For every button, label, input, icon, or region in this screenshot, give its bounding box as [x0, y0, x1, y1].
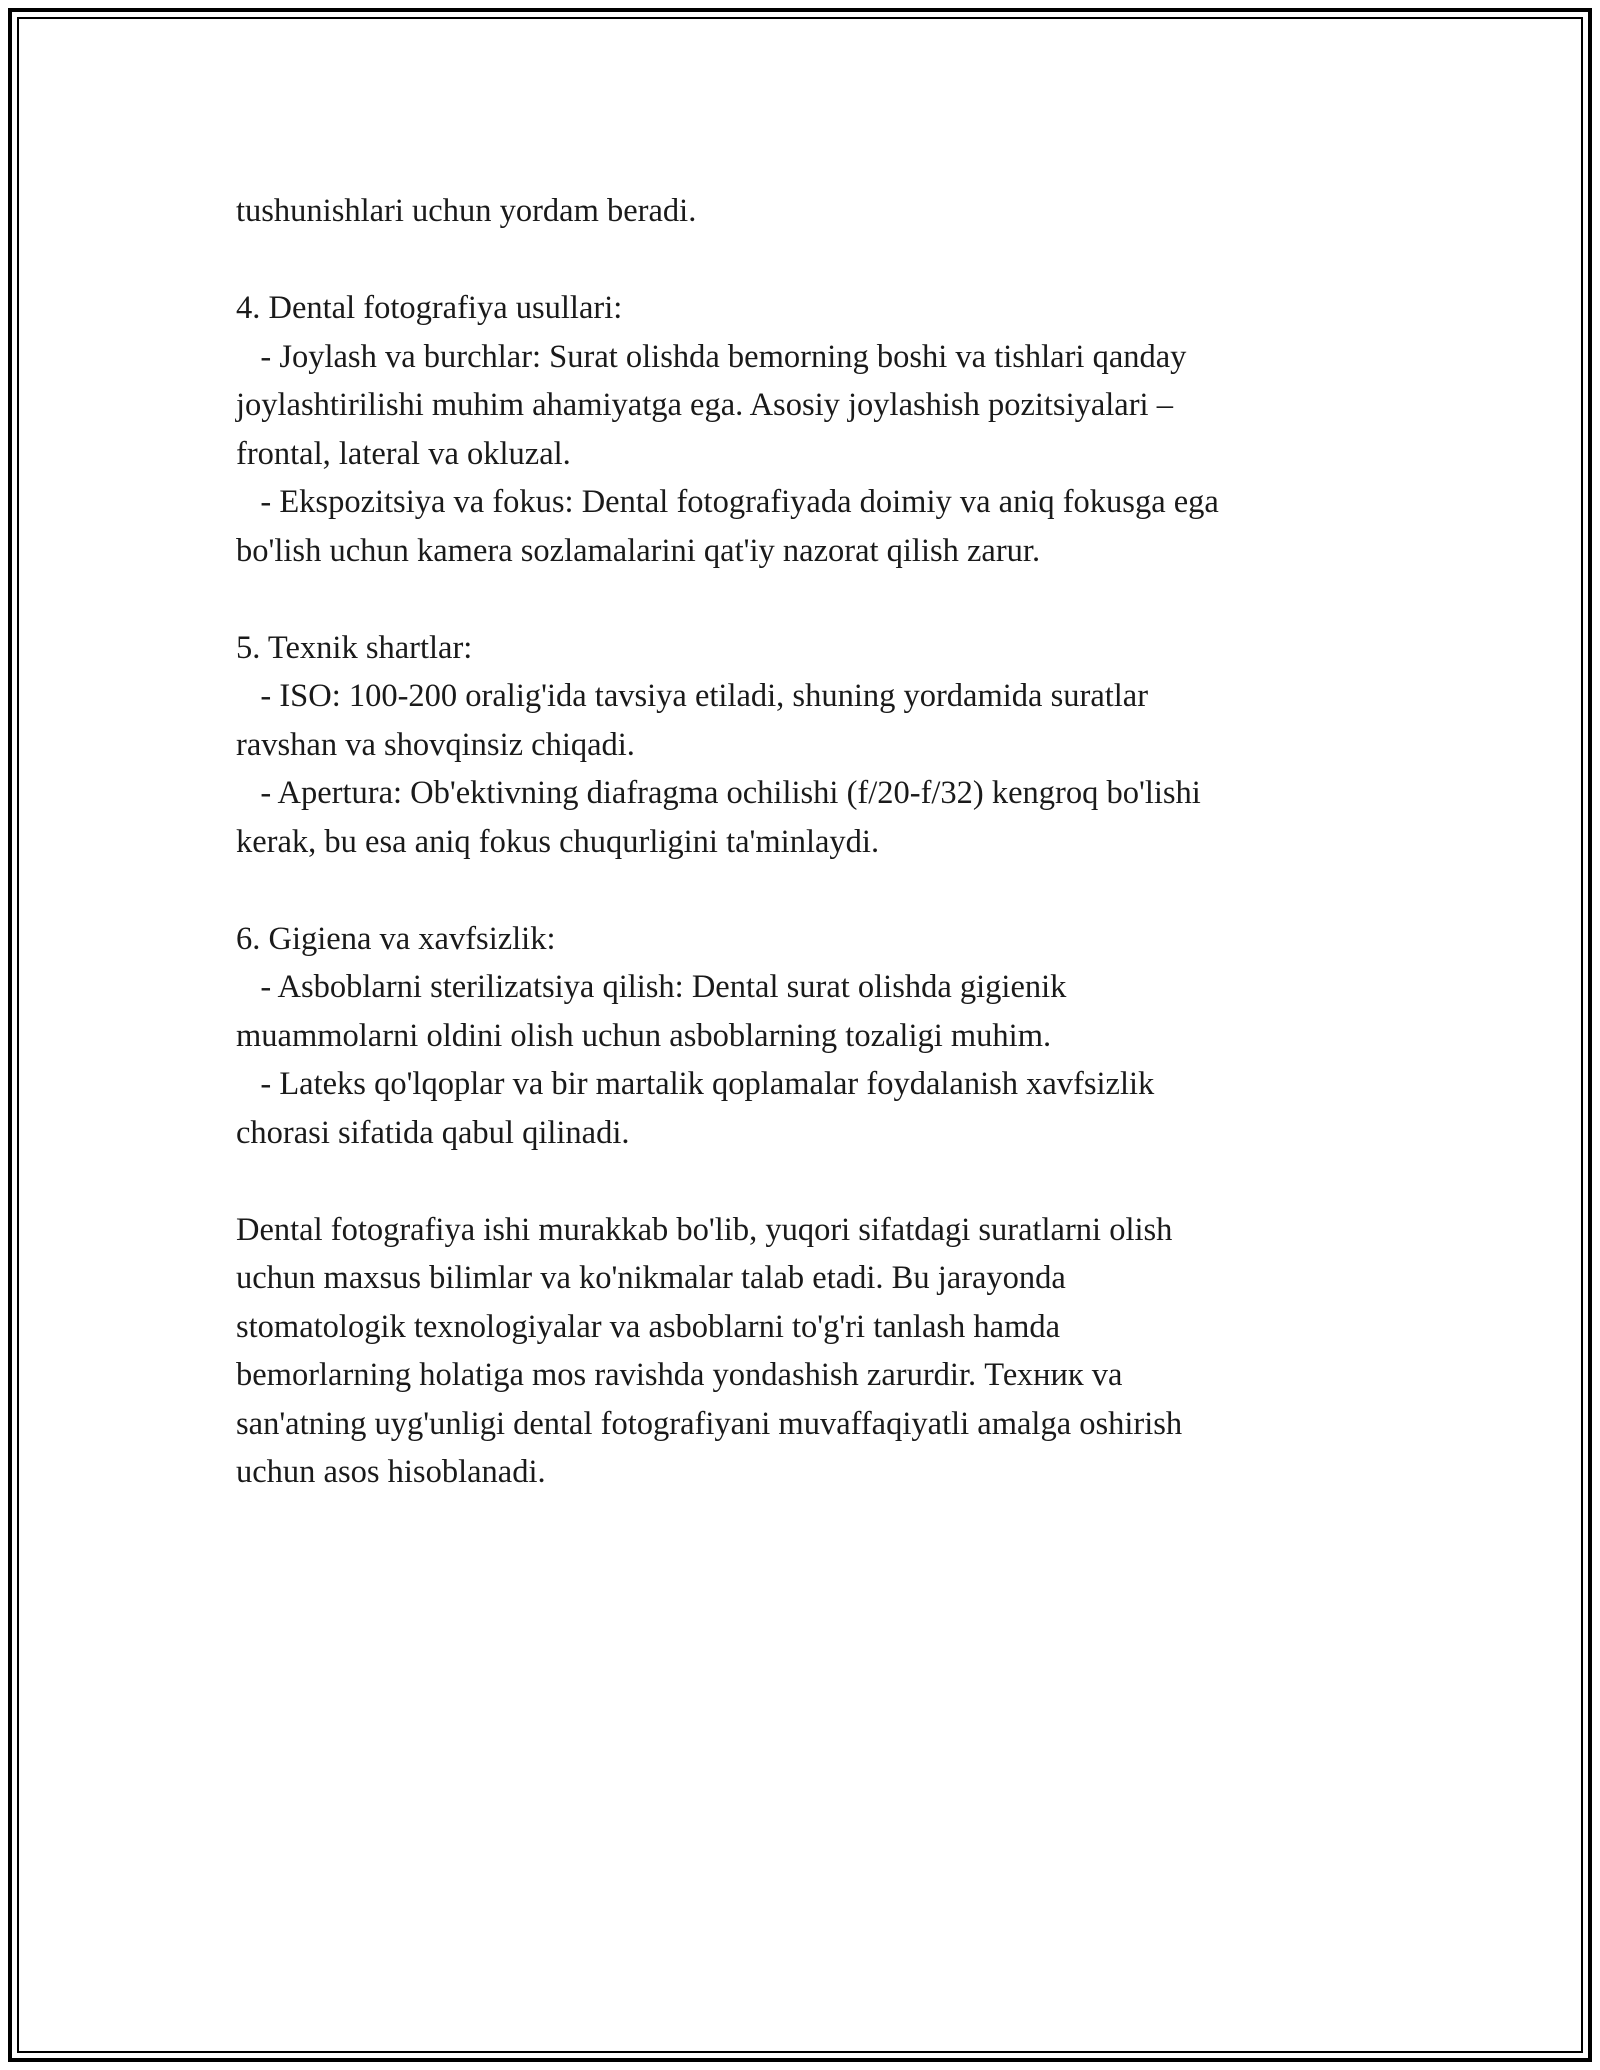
paragraph-gap — [236, 575, 1366, 624]
conclusion-line: uchun maxsus bilimlar va ko'nikmalar talab etadi. Bu jarayonda — [236, 1260, 1066, 1296]
section-heading: 6. Gigiena va xavfsizlik: — [236, 920, 556, 957]
conclusion-line: bemorlarning holatiga mos ravishda yondashish zarurdir. Техник va — [236, 1357, 1123, 1393]
section-heading: 5. Texnik shartlar: — [236, 629, 473, 666]
section-line: - Apertura: Ob'ektivning diafragma ochilishi (f/20-f/32) kengroq bo'lishi — [236, 775, 1201, 811]
conclusion-line: uchun asos hisoblanadi. — [236, 1454, 546, 1490]
section-line: bo'lish uchun kamera sozlamalarini qat'iy nazorat qilish zarur. — [236, 532, 1041, 569]
section-hygiene-safety — [236, 915, 1366, 1158]
section-techniques — [236, 284, 1366, 575]
section-line: kerak, bu esa aniq fokus chuqurligini ta'minlaydi. — [236, 823, 880, 860]
paragraph-gap — [236, 1157, 1366, 1206]
section-line: joylashtirilishi muhim ahamiyatga ega. Asosiy joylashish pozitsiyalari – — [236, 387, 1173, 423]
section-line: - ISO: 100-200 oralig'ida tavsiya etiladi, shuning yordamida suratlar — [236, 678, 1149, 714]
conclusion-paragraph — [236, 1206, 1366, 1497]
intro-tail-line: tushunishlari uchun yordam beradi. — [236, 193, 697, 229]
conclusion-line: stomatologik texnologiyalar va asboblarni to'g'ri tanlash hamda — [236, 1308, 1061, 1345]
paragraph-gap — [236, 236, 1366, 285]
section-line: - Joylash va burchlar: Surat olishda bemorning boshi va tishlari qanday — [236, 338, 1187, 375]
section-line: - Asboblarni sterilizatsiya qilish: Dental surat olishda gigienik — [236, 969, 1067, 1005]
section-line: chorasi sifatida qabul qilinadi. — [236, 1114, 630, 1151]
section-line: - Ekspozitsiya va fokus: Dental fotografiyada doimiy va aniq fokusga ega — [236, 484, 1219, 520]
section-line: frontal, lateral va okluzal. — [236, 435, 571, 472]
section-heading: 4. Dental fotografiya usullari: — [236, 290, 623, 326]
document-body — [236, 187, 1366, 1497]
section-line: muammolarni oldini olish uchun asboblarning tozaligi muhim. — [236, 1017, 1052, 1054]
section-line: - Lateks qo'lqoplar va bir martalik qoplamalar foydalanish xavfsizlik — [236, 1066, 1155, 1102]
paragraph-gap — [236, 866, 1366, 915]
conclusion-line: Dental fotografiya ishi murakkab bo'lib, yuqori sifatdagi suratlarni olish — [236, 1211, 1173, 1248]
conclusion-line: san'atning uyg'unligi dental fotografiyani muvaffaqiyatli amalga oshirish — [236, 1405, 1183, 1442]
section-technical-conditions — [236, 624, 1366, 867]
section-line: ravshan va shovqinsiz chiqadi. — [236, 726, 635, 763]
